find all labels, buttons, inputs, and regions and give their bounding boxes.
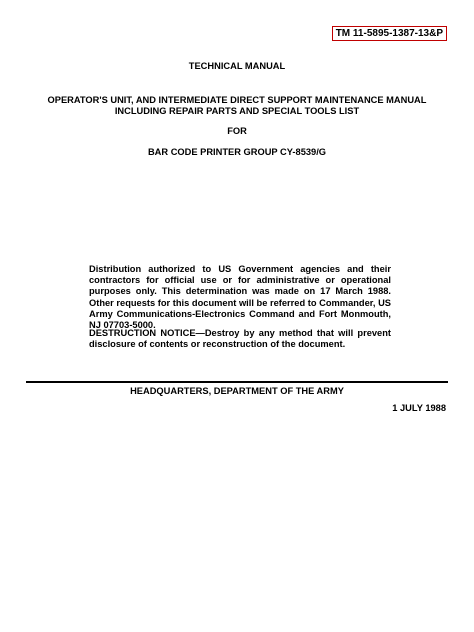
publication-date: 1 JULY 1988 bbox=[392, 403, 446, 413]
manual-type-heading: TECHNICAL MANUAL bbox=[188, 61, 286, 71]
manual-title: OPERATOR'S UNIT, AND INTERMEDIATE DIRECT SUPPORT MAINTENANCE MANUAL INCLUDING REPAIR PARTS AND SPECIAL TOOLS LIST bbox=[47, 95, 427, 116]
equipment-name: BAR CODE PRINTER GROUP CY-8539/G bbox=[147, 147, 327, 157]
for-label: FOR bbox=[227, 126, 247, 136]
headquarters-line: HEADQUARTERS, DEPARTMENT OF THE ARMY bbox=[130, 386, 344, 396]
document-number-box: TM 11-5895-1387-13&P bbox=[332, 26, 447, 41]
distribution-statement: Distribution authorized to US Government agencies and their contractors for official use or for administrative or operational purposes only. This determination was made on 17 March 1988. Other requests for this document will be referred to Commander, US Army Communications-Electronics Command and Fort Monmouth, NJ 07703-5000. bbox=[89, 264, 391, 331]
horizontal-divider bbox=[26, 381, 448, 383]
destruction-notice: DESTRUCTION NOTICE—Destroy by any method that will prevent disclosure of contents or reconstruction of the document. bbox=[89, 328, 391, 350]
